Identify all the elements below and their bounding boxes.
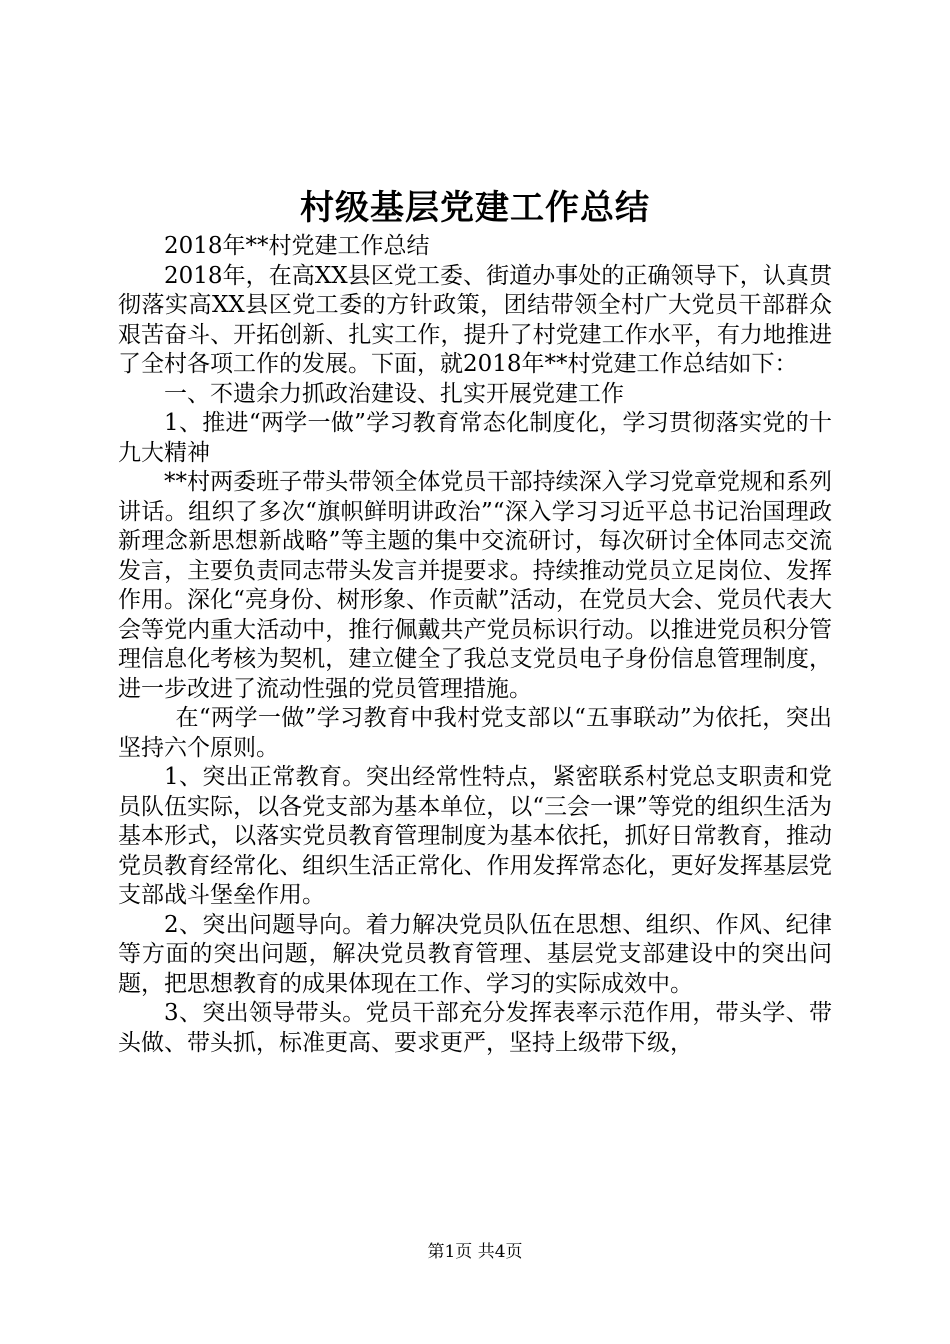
paragraph-point-1: 1、突出正常教育。突出经常性特点，紧密联系村党总支职责和党员队伍实际，以各党支部为基本单位，以“三会一课”等党的组织生活为基本形式，以落实党员教育管理制度为基本依托，抓好日常教育，推动党员教育经常化、组织生活正常化、作用发挥常态化，更好发挥基层党支部战斗堡垒作用。 [118, 764, 832, 908]
paragraph-subheading-1: 1、推进“两学一做”学习教育常态化制度化，学习贯彻落实党的十九大精神 [118, 410, 832, 466]
paragraph-subtitle: 2018年**村党建工作总结 [164, 233, 430, 259]
paragraph-study: **村两委班子带头带领全体党员干部持续深入学习党章党规和系列讲话。组织了多次“旗帜鲜明讲政治”“深入学习习近平总书记治国理政新理念新思想新战略”等主题的集中交流研讨，每次研讨全体同志交流发言，主要负责同志带头发言并提要求。持续推动党员立足岗位、发挥作用。深化“亮身份、树形象、作贡献”活动，在党员大会、党员代表大会等党内重大活动中，推行佩戴共产党员标识行动。以推进党员积分管理信息化考核为契机，建立健全了我总支党员电子身份信息管理制度，进一步改进了流动性强的党员管理措施。 [118, 469, 832, 702]
paragraph-point-3: 3、突出领导带头。党员干部充分发挥表率示范作用，带头学、带头做、带头抓，标准更高、要求更严，坚持上级带下级， [118, 1000, 832, 1056]
document-body [118, 232, 832, 1058]
paragraph-five-linkage: 在“两学一做”学习教育中我村党支部以“五事联动”为依托，突出坚持六个原则。 [118, 705, 832, 761]
paragraph-intro: 2018年，在高XX县区党工委、街道办事处的正确领导下，认真贯彻落实高XX县区党工委的方针政策，团结带领全村广大党员干部群众艰苦奋斗、开拓创新、扎实工作，提升了村党建工作水平，有力地推进了全村各项工作的发展。下面，就2018年**村党建工作总结如下： [118, 262, 832, 377]
paragraph-point-2: 2、突出问题导向。着力解决党员队伍在思想、组织、作风、纪律等方面的突出问题，解决党员教育管理、基层党支部建设中的突出问题，把思想教育的成果体现在工作、学习的实际成效中。 [118, 911, 832, 997]
page-number-footer: 第1页 共4页 [427, 1242, 523, 1262]
paragraph-heading-1: 一、不遗余力抓政治建设、扎实开展党建工作 [164, 380, 624, 407]
document-title: 村级基层党建工作总结 [300, 188, 650, 228]
